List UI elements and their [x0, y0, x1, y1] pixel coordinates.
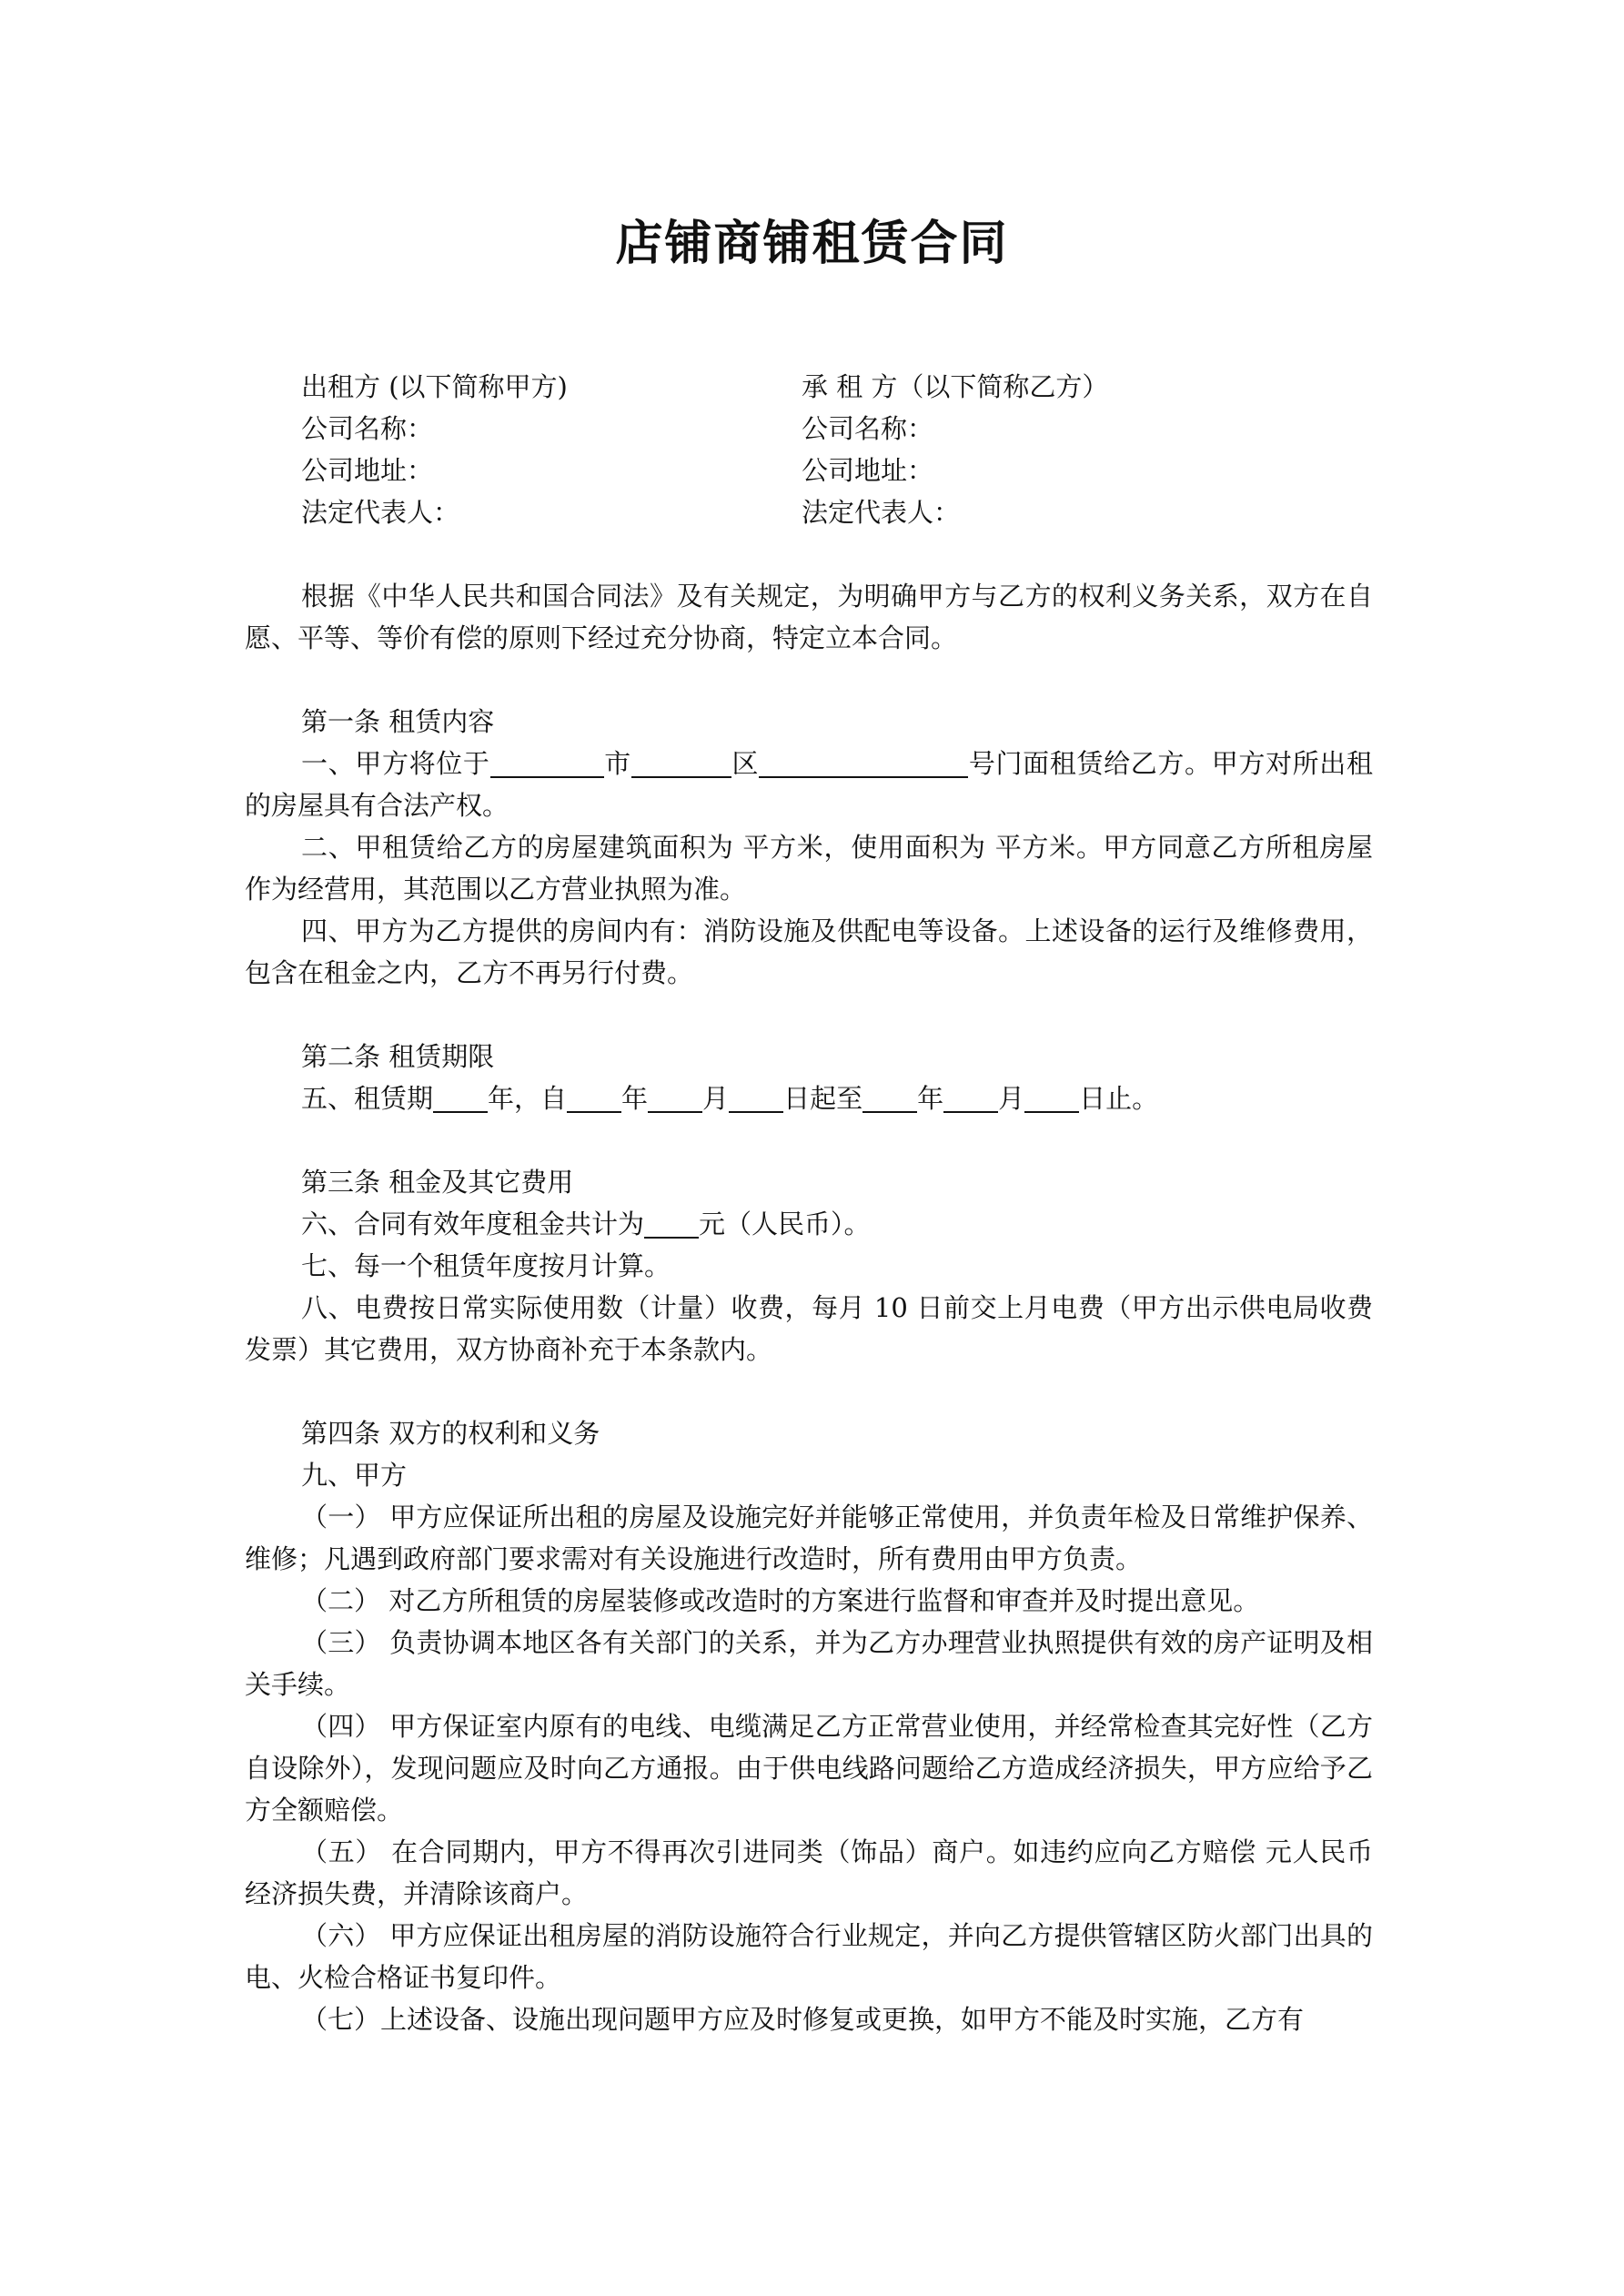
lessor-company-name-label: 公司名称： [301, 413, 434, 444]
contract-body [245, 575, 1373, 2040]
party-row-roles [301, 366, 1109, 408]
lessor-legal-rep-label: 法定代表人： [301, 497, 460, 528]
lessee-label: 承 租 方（以下简称乙方） [802, 371, 1109, 402]
city-blank [490, 745, 604, 778]
article-4-item-4: （四） 甲方保证室内原有的电线、电缆满足乙方正常营业使用，并经常检查其完好性（乙方自设除外），发现问题应及时向乙方通报。由于供电线路问题给乙方造成经济损失，甲方应给予乙方全额赔偿。 [245, 1711, 1373, 1826]
article-4-heading: 第四条 双方的权利和义务 [301, 1418, 600, 1449]
district-blank [631, 745, 731, 778]
article-4-item-7: （七）上述设备、设施出现问题甲方应及时修复或更换，如甲方不能及时实施，乙方有 [301, 2004, 1305, 2035]
lessee-company-address-label: 公司地址： [802, 455, 934, 486]
article-2-item-5: 五、租赁期 年，自 年 月 日起至 年 月 日止。 [245, 1077, 1373, 1119]
article-1-item-2: 二、甲租赁给乙方的房屋建筑面积为 平方米，使用面积为 平方米。甲方同意乙方所租房屋作为经营用，其范围以乙方营业执照为准。 [245, 832, 1373, 905]
article-3-item-6: 六、合同有效年度租金共计为 元（人民币）。 [245, 1203, 1373, 1245]
party-row-company-address [301, 450, 934, 491]
party-row-company-name [301, 408, 934, 450]
page-title: 店铺商铺租赁合同 [615, 216, 1009, 271]
lessee-legal-rep-label: 法定代表人： [802, 497, 961, 528]
number-blank [759, 745, 968, 778]
article-2-heading: 第二条 租赁期限 [301, 1041, 495, 1072]
article-3-item-8: 八、电费按日常实际使用数（计量）收费，每月 10 日前交上月电费（甲方出示供电局收费发票）其它费用，双方协商补充于本条款内。 [245, 1292, 1373, 1365]
lessor-label: 出租方 (以下简称甲方) [301, 371, 568, 402]
article-4-item-2: （二） 对乙方所租赁的房屋装修或改造时的方案进行监督和审查并及时提出意见。 [301, 1585, 1260, 1616]
preamble: 根据《中华人民共和国合同法》及有关规定，为明确甲方与乙方的权利义务关系，双方在自愿、平等、等价有偿的原则下经过充分协商，特定立本合同。 [245, 581, 1373, 653]
article-4-sub-heading: 九、甲方 [301, 1460, 408, 1491]
article-1-item-4: 四、甲方为乙方提供的房间内有：消防设施及供配电等设备。上述设备的运行及维修费用，包含在租金之内，乙方不再另行付费。 [245, 915, 1373, 988]
lessee-company-name-label: 公司名称： [802, 413, 934, 444]
rent-blank [644, 1206, 699, 1239]
article-3-item-7: 七、每一个租赁年度按月计算。 [301, 1250, 671, 1281]
article-4-item-3: （三） 负责协调本地区各有关部门的关系，并为乙方办理营业执照提供有效的房产证明及相关手续。 [245, 1627, 1373, 1700]
article-1-item-1: 一、甲方将位于 市 区 号门面租赁给乙方。甲方对所出租的房屋具有合法产权。 [245, 743, 1373, 826]
party-row-legal-rep [301, 491, 961, 533]
article-4-item-6: （六） 甲方应保证出租房屋的消防设施符合行业规定，并向乙方提供管辖区防火部门出具的电、火检合格证书复印件。 [245, 1920, 1373, 1993]
article-4-item-1: （一） 甲方应保证所出租的房屋及设施完好并能够正常使用，并负责年检及日常维护保养、维修；凡遇到政府部门要求需对有关设施进行改造时，所有费用由甲方负责。 [245, 1502, 1373, 1574]
article-1-heading: 第一条 租赁内容 [301, 706, 495, 737]
article-4-item-5: （五） 在合同期内，甲方不得再次引进同类（饰品）商户。如违约应向乙方赔偿 元人民币经济损失费，并清除该商户。 [245, 1836, 1373, 1909]
article-3-heading: 第三条 租金及其它费用 [301, 1167, 574, 1198]
lessor-company-address-label: 公司地址： [301, 455, 434, 486]
